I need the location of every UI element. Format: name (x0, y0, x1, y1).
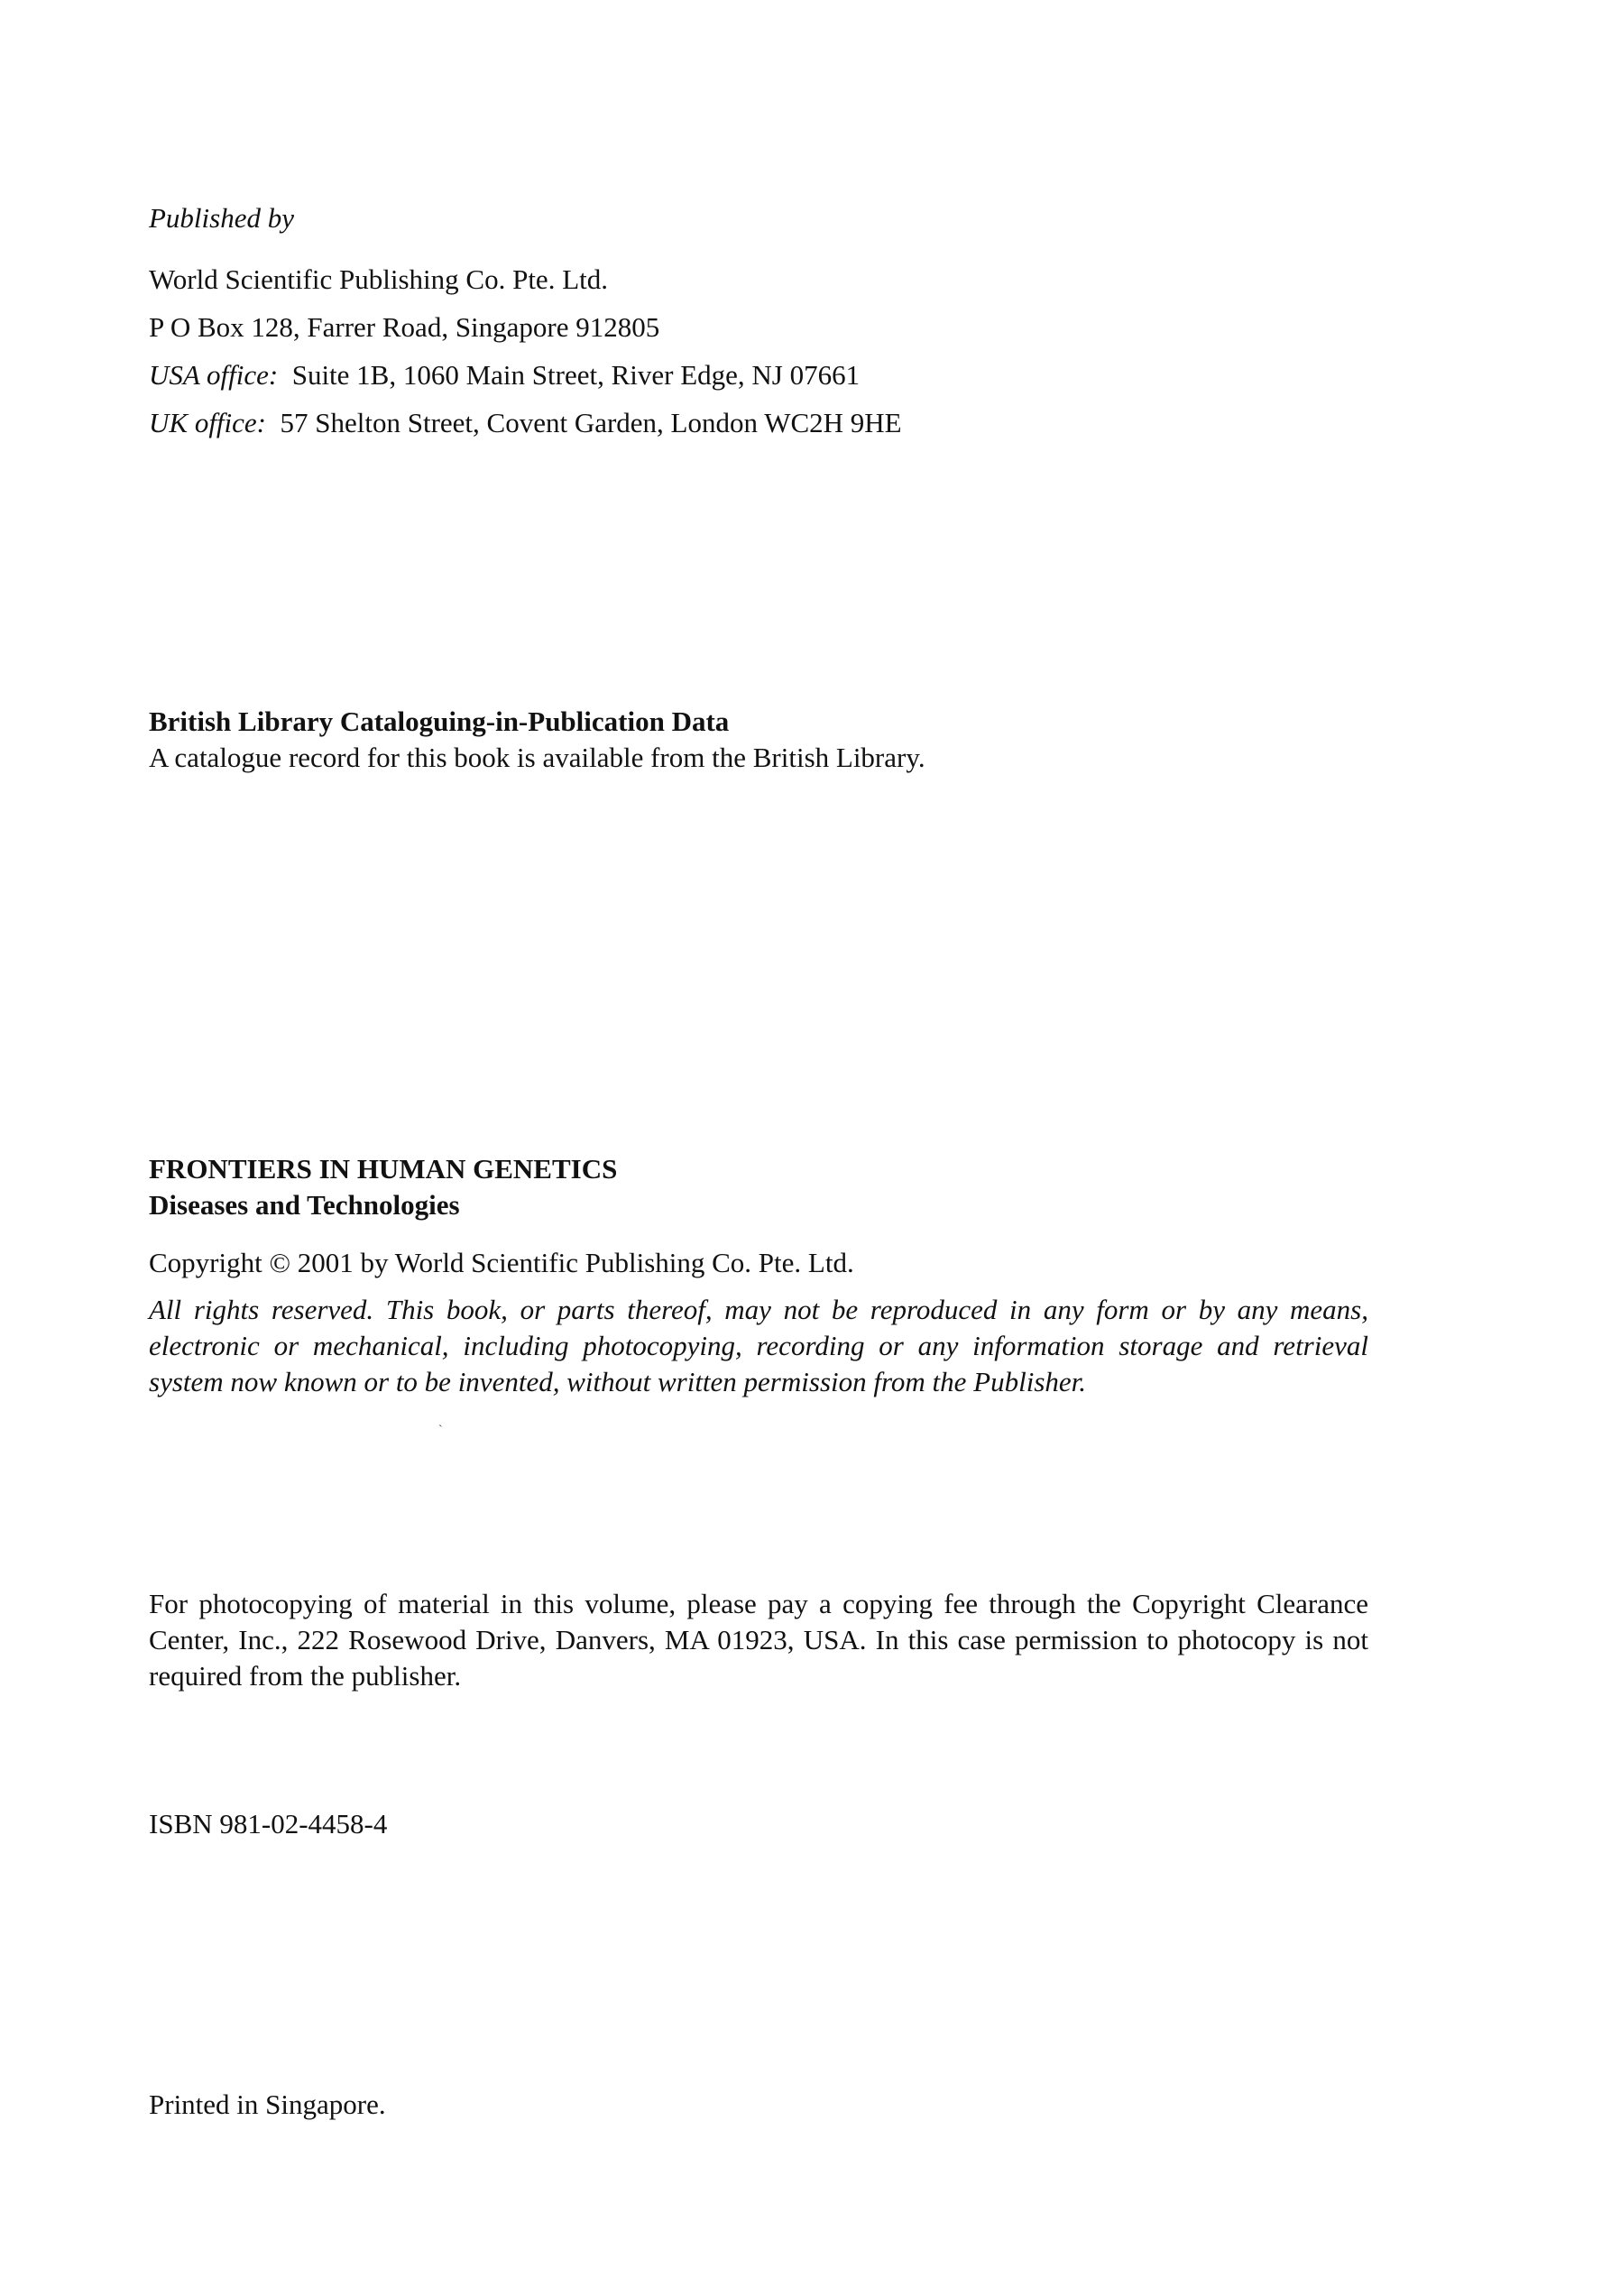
book-subtitle: Diseases and Technologies (149, 1189, 460, 1221)
cip-text: A catalogue record for this book is available from the British Library. (149, 742, 925, 773)
usa-office-line (149, 357, 860, 393)
published-by-heading: Published by (149, 202, 294, 234)
cip-heading: British Library Cataloguing-in-Publication Data (149, 705, 730, 737)
photocopy-notice: For photocopying of material in this volume, please pay a copying fee through the Copyright Clearance Center, Inc., 222 Rosewood Drive, Danvers, MA 01923, USA. In this case permission to photocopy is not required from the publisher. (149, 1588, 1368, 1692)
book-title: FRONTIERS IN HUMAN GENETICS (149, 1153, 618, 1185)
stray-mark: ` (438, 1424, 443, 1437)
printed-in: Printed in Singapore. (149, 2089, 386, 2120)
uk-office-address: 57 Shelton Street, Covent Garden, London WC2H 9HE (280, 407, 902, 438)
copyright-line: Copyright © 2001 by World Scientific Publishing Co. Pte. Ltd. (149, 1247, 854, 1278)
publisher-address: P O Box 128, Farrer Road, Singapore 912805 (149, 311, 660, 343)
publisher-name: World Scientific Publishing Co. Pte. Ltd. (149, 263, 608, 295)
uk-office-line (149, 405, 902, 441)
usa-office-address: Suite 1B, 1060 Main Street, River Edge, NJ 07661 (291, 359, 861, 391)
usa-office-label: USA office: (149, 359, 279, 391)
uk-office-label: UK office: (149, 407, 266, 438)
rights-statement: All rights reserved. This book, or parts thereof, may not be reproduced in any form or by any means, electronic or mechanical, including photocopying, recording or any information storage and retrieval system now known or to be invented, without written permission from the Publisher. (149, 1294, 1368, 1397)
isbn: ISBN 981-02-4458-4 (149, 1808, 388, 1840)
